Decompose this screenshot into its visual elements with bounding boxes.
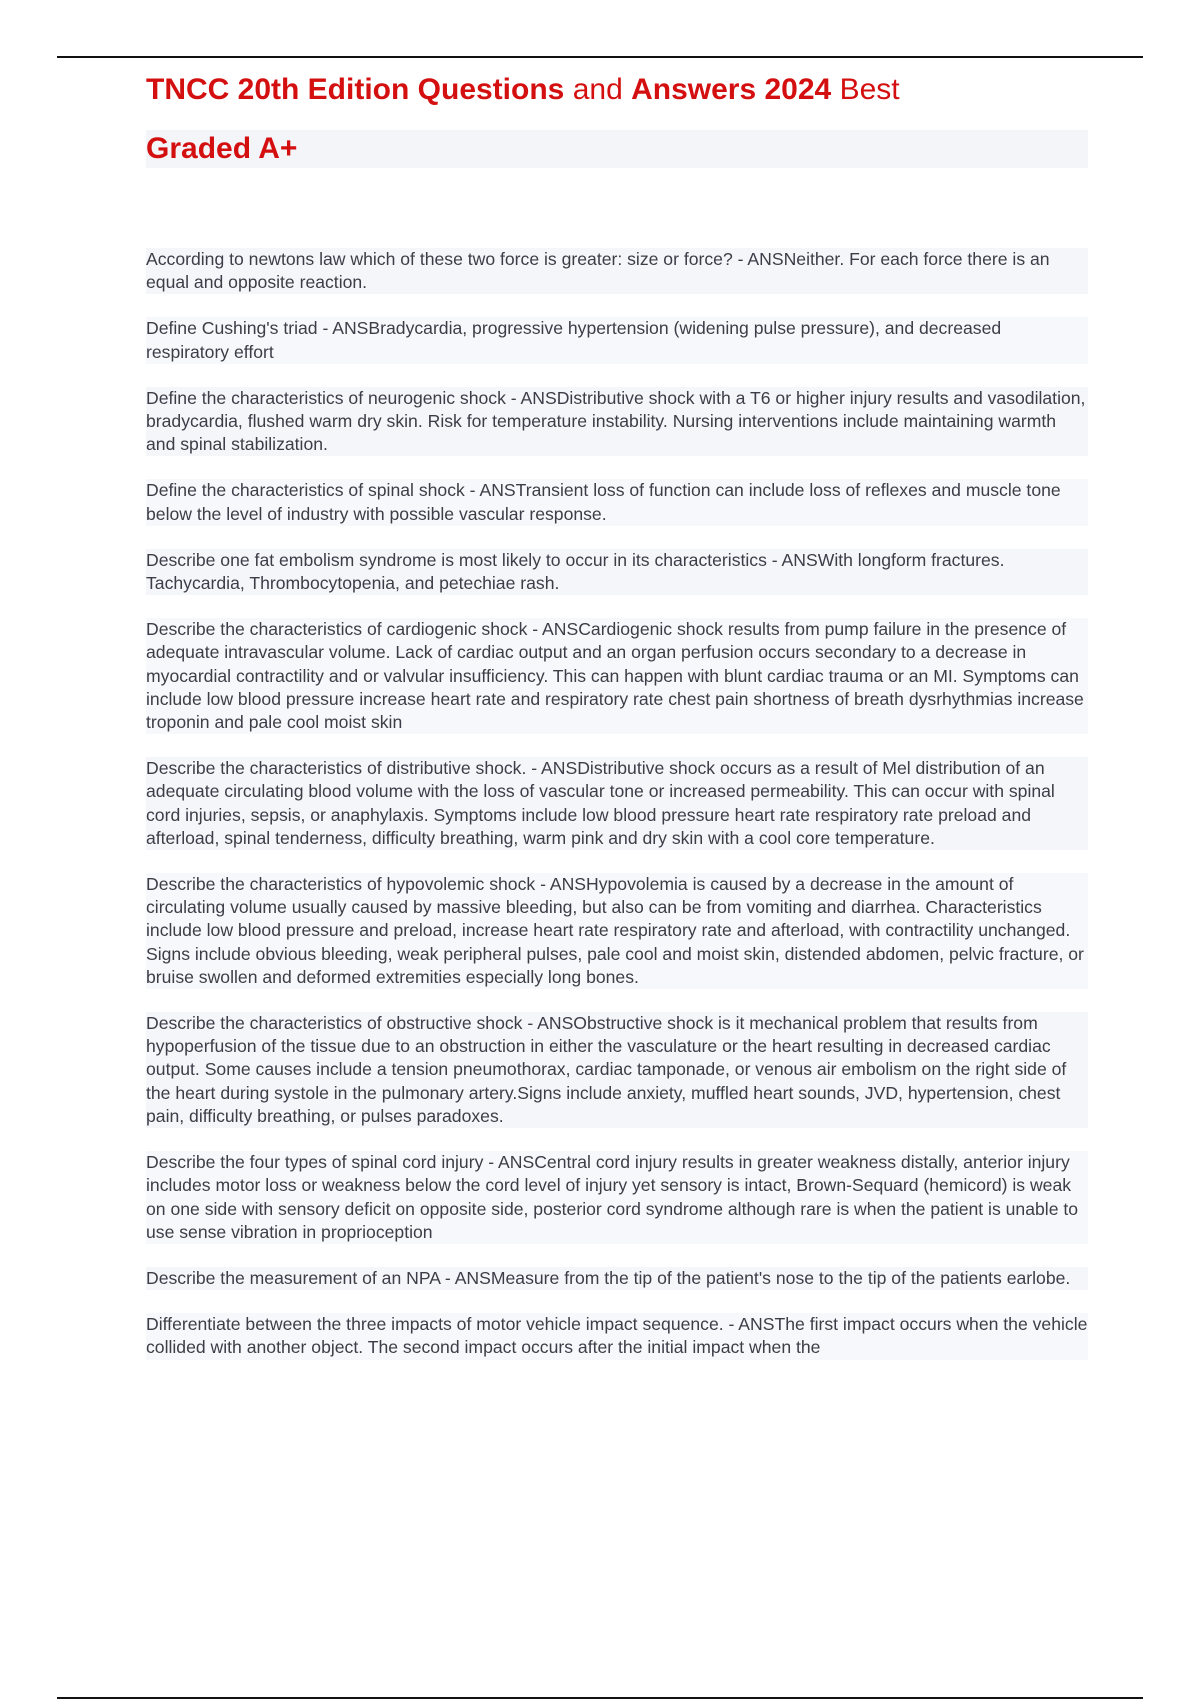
qa-item: Describe the characteristics of hypovolemic shock - ANSHypovolemia is caused by a decrease in the amount of circulating volume usually caused by massive bleeding, but also can be from vomiting and diarrhea. Characteristics include low blood pressure and preload, increase heart rate respiratory rate and afterload, with contractility unchanged. Signs include obvious bleeding, weak peripheral pulses, pale cool and moist skin, distended abdomen, pelvic fracture, or bruise swollen and deformed extremities especially long bones. (146, 873, 1088, 989)
qa-item: Describe the measurement of an NPA - ANSMeasure from the tip of the patient's nose to the tip of the patients earlobe. (146, 1267, 1088, 1290)
qa-item: Describe the characteristics of cardiogenic shock - ANSCardiogenic shock results from pump failure in the presence of adequate intravascular volume. Lack of cardiac output and an organ perfusion occurs secondary to a decrease in myocardial contractility and or valvular insufficiency. This can happen with blunt cardiac trauma or an MI. Symptoms can include low blood pressure increase heart rate and respiratory rate chest pain shortness of breath dysrhythmias increase troponin and pale cool moist skin (146, 618, 1088, 734)
qa-item: Define the characteristics of spinal shock - ANSTransient loss of function can include loss of reflexes and muscle tone below the level of industry with possible vascular response. (146, 479, 1088, 525)
qa-item: Describe the characteristics of distributive shock. - ANSDistributive shock occurs as a result of Mel distribution of an adequate circulating blood volume with the loss of vascular tone or increased permeability. This can occur with spinal cord injuries, sepsis, or anaphylaxis. Symptoms include low blood pressure heart rate respiratory rate preload and afterload, spinal tenderness, difficulty breathing, warm pink and dry skin with a cool core temperature. (146, 757, 1088, 850)
title-line-2-text: Graded A+ (146, 132, 298, 165)
document-title (146, 68, 1088, 168)
title-part-4: Best (831, 73, 900, 106)
qa-list (146, 248, 1088, 1383)
qa-item: Describe the four types of spinal cord injury - ANSCentral cord injury results in greater weakness distally, anterior injury includes motor loss or weakness below the cord level of injury yet sensory is intact, Brown-Sequard (hemicord) is weak on one side with sensory deficit on opposite side, posterior cord syndrome although rare is when the patient is unable to use sense vibration in proprioception (146, 1151, 1088, 1244)
qa-item: According to newtons law which of these two force is greater: size or force? - ANSNeither. For each force there is an equal and opposite reaction. (146, 248, 1088, 294)
qa-item: Describe the characteristics of obstructive shock - ANSObstructive shock is it mechanical problem that results from hypoperfusion of the tissue due to an obstruction in either the vasculature or the heart resulting in decreased cardiac output. Some causes include a tension pneumothorax, cardiac tamponade, or venous air embolism on the right side of the heart during systole in the pulmonary artery.Signs include anxiety, muffled heart sounds, JVD, hypertension, chest pain, difficulty breathing, or pulses paradoxes. (146, 1012, 1088, 1128)
title-line-1 (146, 68, 1088, 112)
title-part-2: and (564, 73, 632, 106)
bottom-rule (57, 1697, 1143, 1699)
top-rule (57, 56, 1143, 58)
qa-item: Describe one fat embolism syndrome is most likely to occur in its characteristics - ANSWith longform fractures. Tachycardia, Thrombocytopenia, and petechiae rash. (146, 549, 1088, 595)
title-part-3: Answers 2024 (631, 73, 832, 106)
qa-item: Define the characteristics of neurogenic shock - ANSDistributive shock with a T6 or higher injury results and vasodilation, bradycardia, flushed warm dry skin. Risk for temperature instability. Nursing interventions include maintaining warmth and spinal stabilization. (146, 387, 1088, 457)
title-part-1: TNCC 20th Edition Questions (146, 73, 565, 106)
qa-item: Define Cushing's triad - ANSBradycardia, progressive hypertension (widening pulse pressure), and decreased respiratory effort (146, 317, 1088, 363)
qa-item: Differentiate between the three impacts of motor vehicle impact sequence. - ANSThe first impact occurs when the vehicle collided with another object. The second impact occurs after the initial impact when the (146, 1313, 1088, 1359)
title-line-2 (146, 130, 1088, 168)
